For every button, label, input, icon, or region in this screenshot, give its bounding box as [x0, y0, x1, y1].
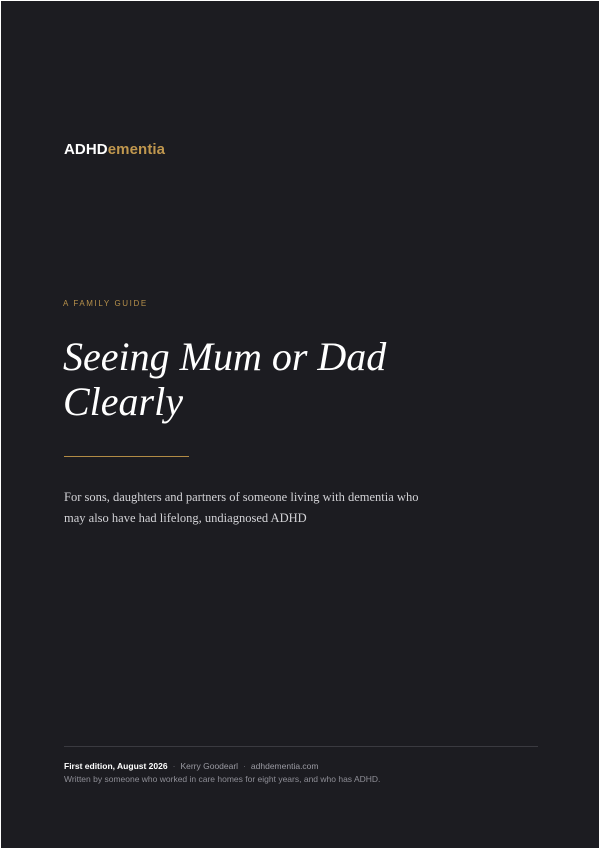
separator-dot: ·	[243, 761, 246, 771]
title-line-2: Clearly	[63, 379, 183, 424]
author-name: Kerry Goodearl	[180, 761, 239, 771]
subtitle	[64, 487, 454, 528]
brand-part-adhd: ADHD	[64, 141, 108, 158]
subtitle-line-1: For sons, daughters and partners of someone living with dementia who	[64, 490, 419, 504]
cover-page	[1, 1, 599, 848]
title-divider	[64, 456, 189, 457]
brand-logo	[64, 141, 165, 158]
footer-note: Written by someone who worked in care homes for eight years, and who has ADHD.	[64, 774, 381, 784]
brand-part-ementia: ementia	[107, 141, 166, 158]
footer-credits	[64, 761, 319, 771]
title-line-1: Seeing Mum or Dad	[63, 334, 387, 379]
subtitle-line-2: may also have had lifelong, undiagnosed ADHD	[64, 510, 307, 525]
page-title	[63, 334, 483, 424]
edition-text: First edition, August 2026	[64, 761, 168, 771]
footer-divider	[64, 746, 538, 747]
eyebrow-label: A FAMILY GUIDE	[63, 299, 148, 308]
separator-dot: ·	[172, 761, 176, 771]
website-link[interactable]: adhdementia.com	[250, 761, 319, 771]
